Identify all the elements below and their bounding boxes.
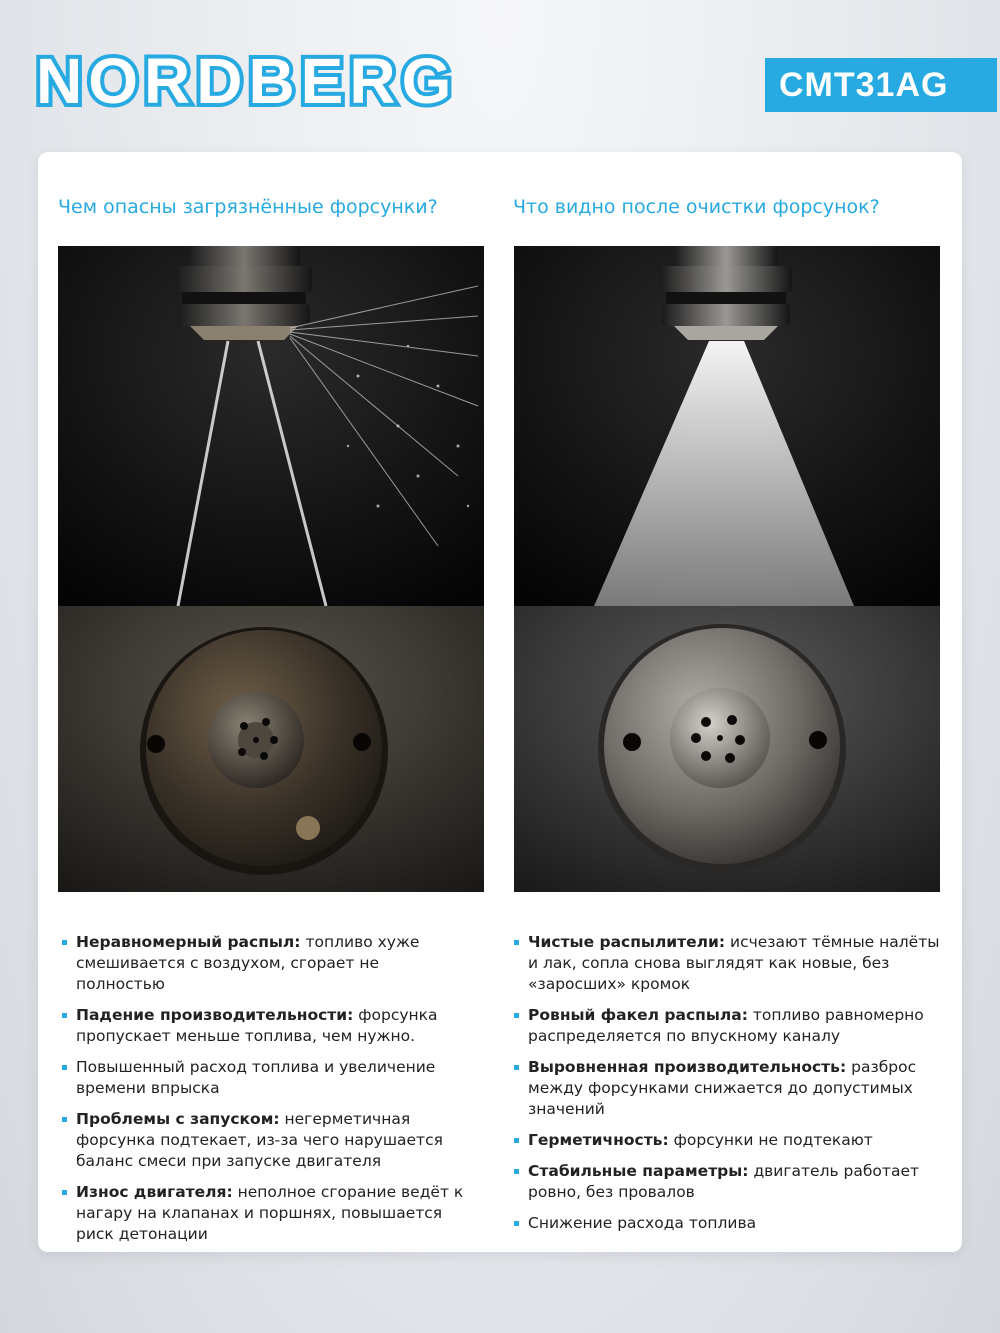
right-bullet-list bbox=[514, 932, 944, 1244]
list-item: Падение производительности: форсунка пропускает меньше топлива, чем нужно. bbox=[62, 1005, 472, 1047]
right-column-title: Что видно после очистки форсунок? bbox=[513, 196, 880, 218]
left-bullet-list bbox=[62, 932, 472, 1255]
list-item: Снижение расхода топлива bbox=[514, 1213, 944, 1234]
list-item: Повышенный расход топлива и увеличение времени впрыска bbox=[62, 1057, 472, 1099]
dirty-nozzle-closeup-photo bbox=[58, 606, 484, 892]
clean-nozzle-closeup-photo bbox=[514, 606, 940, 892]
left-column-title: Чем опасны загрязнённые форсунки? bbox=[58, 196, 438, 218]
brand-logo: NORDBERG bbox=[36, 45, 458, 117]
list-item: Герметичность: форсунки не подтекают bbox=[514, 1130, 944, 1151]
list-item: Выровненная производительность: разброс между форсунками снижается до допустимых значений bbox=[514, 1057, 944, 1120]
list-item: Стабильные параметры: двигатель работает ровно, без провалов bbox=[514, 1161, 944, 1203]
list-item: Ровный факел распыла: топливо равномерно распределяется по впускному каналу bbox=[514, 1005, 944, 1047]
dirty-injector-spray-photo bbox=[58, 246, 484, 606]
list-item: Неравномерный распыл: топливо хуже смешивается с воздухом, сгорает не полностью bbox=[62, 932, 472, 995]
list-item: Проблемы с запуском: негерметичная форсунка подтекает, из-за чего нарушается баланс смеси при запуске двигателя bbox=[62, 1109, 472, 1172]
clean-injector-spray-photo bbox=[514, 246, 940, 606]
model-badge: CMT31AG bbox=[765, 58, 997, 112]
list-item: Износ двигателя: неполное сгорание ведёт к нагару на клапанах и поршнях, повышается риск детонации bbox=[62, 1182, 472, 1245]
list-item: Чистые распылители: исчезают тёмные налёты и лак, сопла снова выглядят как новые, без «заросших» кромок bbox=[514, 932, 944, 995]
